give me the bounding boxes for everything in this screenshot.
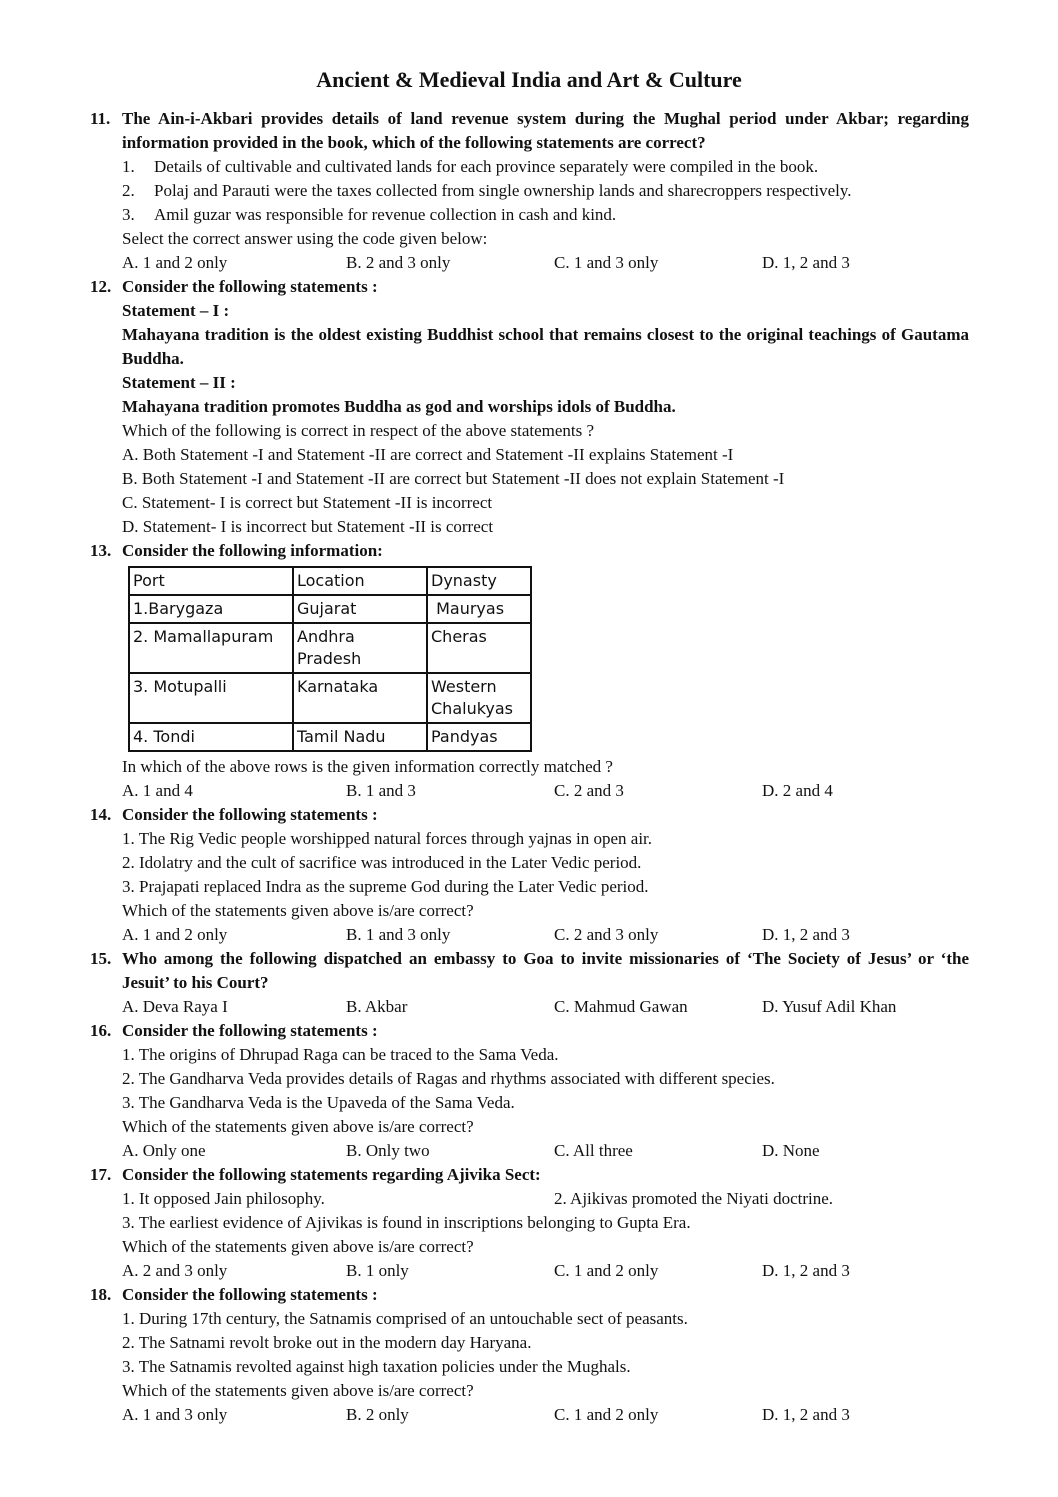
option-a[interactable]: A. Deva Raya I [122, 997, 228, 1016]
option-b[interactable]: B. 2 and 3 only [346, 253, 451, 272]
option-d[interactable]: D. 1, 2 and 3 [762, 925, 850, 944]
table-cell: Andhra Pradesh [293, 623, 427, 673]
statement: 2. The Satnami revolt broke out in the modern day Haryana. [122, 1333, 532, 1352]
question-text: Who among the following dispatched an embassy to Goa to invite missionaries of ‘The Society of Jesus’ or ‘the Jesuit’ to his Court? [122, 949, 969, 992]
option-a[interactable]: A. 1 and 2 only [122, 925, 228, 944]
answer-options [90, 1403, 969, 1427]
statement: 1. During 17th century, the Satnamis comprised of an untouchable sect of peasants. [122, 1309, 688, 1328]
question-18 [90, 1283, 969, 1427]
option-b[interactable]: B. 1 and 3 only [346, 925, 451, 944]
question-prompt: In which of the above rows is the given information correctly matched ? [122, 757, 613, 776]
statement: 3. The Satnamis revolted against high taxation policies under the Mughals. [122, 1357, 631, 1376]
table-cell: Pandyas [427, 723, 531, 751]
table-row [129, 623, 531, 673]
option-b[interactable]: B. 1 and 3 [346, 781, 416, 800]
question-text: Consider the following statements : [122, 1021, 378, 1040]
statement-1-text: Mahayana tradition is the oldest existing Buddhist school that remains closest to the original teachings of Gautama Buddha. [122, 325, 969, 368]
option-b[interactable]: B. Akbar [346, 997, 408, 1016]
statement-2-text: Mahayana tradition promotes Buddha as god and worships idols of Buddha. [122, 397, 676, 416]
option-a[interactable]: A. Only one [122, 1141, 206, 1160]
question-16 [90, 1019, 969, 1163]
option-c[interactable]: C. 1 and 3 only [554, 253, 659, 272]
question-number: 11. [90, 109, 111, 128]
option-c[interactable]: C. 2 and 3 [554, 781, 624, 800]
question-list [90, 107, 969, 1427]
statement: 1. The origins of Dhrupad Raga can be traced to the Sama Veda. [122, 1045, 559, 1064]
option-c[interactable]: C. Statement- I is correct but Statement -II is incorrect [122, 493, 493, 512]
instruction: Select the correct answer using the code given below: [122, 229, 488, 248]
option-a[interactable]: A. 1 and 2 only [122, 253, 228, 272]
answer-options [90, 995, 969, 1019]
option-c[interactable]: C. 1 and 2 only [554, 1405, 659, 1424]
answer-options [90, 779, 969, 803]
table-cell: 2. Mamallapuram [129, 623, 293, 673]
option-c[interactable]: C. Mahmud Gawan [554, 997, 688, 1016]
question-number: 18. [90, 1285, 112, 1304]
option-a[interactable]: A. 2 and 3 only [122, 1261, 228, 1280]
answer-options [90, 251, 969, 275]
statement: 3. The earliest evidence of Ajivikas is found in inscriptions belonging to Gupta Era. [122, 1213, 691, 1232]
table-cell: Western Chalukyas [427, 673, 531, 723]
question-text: Consider the following information: [122, 541, 383, 560]
answer-options [90, 1259, 969, 1283]
question-text: The Ain-i-Akbari provides details of land revenue system during the Mughal period under Akbar; regarding information provided in the book, which of the following statements are correct? [122, 109, 969, 152]
table-header: Dynasty [427, 567, 531, 595]
question-text: Consider the following statements regarding Ajivika Sect: [122, 1165, 541, 1184]
answer-options [90, 1139, 969, 1163]
statement-1-label: Statement – I : [122, 301, 230, 320]
question-prompt: Which of the statements given above is/are correct? [122, 901, 474, 920]
statement: 3. The Gandharva Veda is the Upaveda of the Sama Veda. [122, 1093, 515, 1112]
question-12 [90, 275, 969, 539]
option-b[interactable]: B. 2 only [346, 1405, 409, 1424]
table-header-row [129, 567, 531, 595]
option-c[interactable]: C. 2 and 3 only [554, 925, 659, 944]
statement: 1. It opposed Jain philosophy. [122, 1189, 325, 1208]
table-cell: Gujarat [293, 595, 427, 623]
page-title: Ancient & Medieval India and Art & Culture [316, 67, 742, 92]
statement: 2. The Gandharva Veda provides details of Ragas and rhythms associated with different species. [122, 1069, 775, 1088]
option-d[interactable]: D. 2 and 4 [762, 781, 833, 800]
question-number: 15. [90, 949, 112, 968]
question-text: Consider the following statements : [122, 277, 378, 296]
option-b[interactable]: B. Both Statement -I and Statement -II are correct but Statement -II does not explain Statement -I [122, 469, 785, 488]
question-15 [90, 947, 969, 1019]
option-a[interactable]: A. Both Statement -I and Statement -II are correct and Statement -II explains Statement -I [122, 445, 734, 464]
table-cell: Tamil Nadu [293, 723, 427, 751]
question-text: Consider the following statements : [122, 1285, 378, 1304]
option-c[interactable]: C. 1 and 2 only [554, 1261, 659, 1280]
question-prompt: Which of the statements given above is/are correct? [122, 1381, 474, 1400]
option-b[interactable]: B. Only two [346, 1141, 430, 1160]
statement: 2. Ajikivas promoted the Niyati doctrine. [554, 1189, 834, 1208]
question-11 [90, 107, 969, 275]
option-d[interactable]: D. None [762, 1141, 820, 1160]
option-d[interactable]: D. 1, 2 and 3 [762, 1261, 850, 1280]
table-header: Location [293, 567, 427, 595]
port-table [128, 566, 532, 752]
table-cell: 1.Barygaza [129, 595, 293, 623]
question-number: 12. [90, 277, 112, 296]
option-a[interactable]: A. 1 and 3 only [122, 1405, 228, 1424]
option-a[interactable]: A. 1 and 4 [122, 781, 193, 800]
question-14 [90, 803, 969, 947]
table-cell: Mauryas [427, 595, 531, 623]
option-b[interactable]: B. 1 only [346, 1261, 409, 1280]
question-prompt: Which of the statements given above is/are correct? [122, 1237, 474, 1256]
statement: 1. The Rig Vedic people worshipped natural forces through yajnas in open air. [122, 829, 653, 848]
table-cell: Cheras [427, 623, 531, 673]
option-d[interactable]: D. Yusuf Adil Khan [762, 997, 897, 1016]
table-row [129, 673, 531, 723]
question-number: 17. [90, 1165, 112, 1184]
statement: 3. Amil guzar was responsible for revenue collection in cash and kind. [122, 205, 617, 224]
table-row [129, 595, 531, 623]
question-prompt: Which of the following is correct in respect of the above statements ? [122, 421, 595, 440]
table-cell: 4. Tondi [129, 723, 293, 751]
option-d[interactable]: D. 1, 2 and 3 [762, 253, 850, 272]
statement-2-label: Statement – II : [122, 373, 236, 392]
statement: 2. Idolatry and the cult of sacrifice was introduced in the Later Vedic period. [122, 853, 642, 872]
table-cell: Karnataka [293, 673, 427, 723]
question-13 [90, 539, 969, 803]
statement: 3. Prajapati replaced Indra as the supreme God during the Later Vedic period. [122, 877, 649, 896]
question-number: 16. [90, 1021, 112, 1040]
option-d[interactable]: D. Statement- I is incorrect but Statement -II is correct [122, 517, 494, 536]
option-d[interactable]: D. 1, 2 and 3 [762, 1405, 850, 1424]
table-cell: 3. Motupalli [129, 673, 293, 723]
question-text: Consider the following statements : [122, 805, 378, 824]
table-row [129, 723, 531, 751]
question-number: 13. [90, 541, 112, 560]
question-prompt: Which of the statements given above is/are correct? [122, 1117, 474, 1136]
statement: 1. Details of cultivable and cultivated lands for each province separately were compiled in the book. [122, 157, 819, 176]
table-header: Port [129, 567, 293, 595]
question-number: 14. [90, 805, 112, 824]
statement: 2. Polaj and Parauti were the taxes collected from single ownership lands and sharecroppers respectively. [122, 181, 852, 200]
question-17 [90, 1163, 969, 1283]
option-c[interactable]: C. All three [554, 1141, 633, 1160]
answer-options [90, 923, 969, 947]
